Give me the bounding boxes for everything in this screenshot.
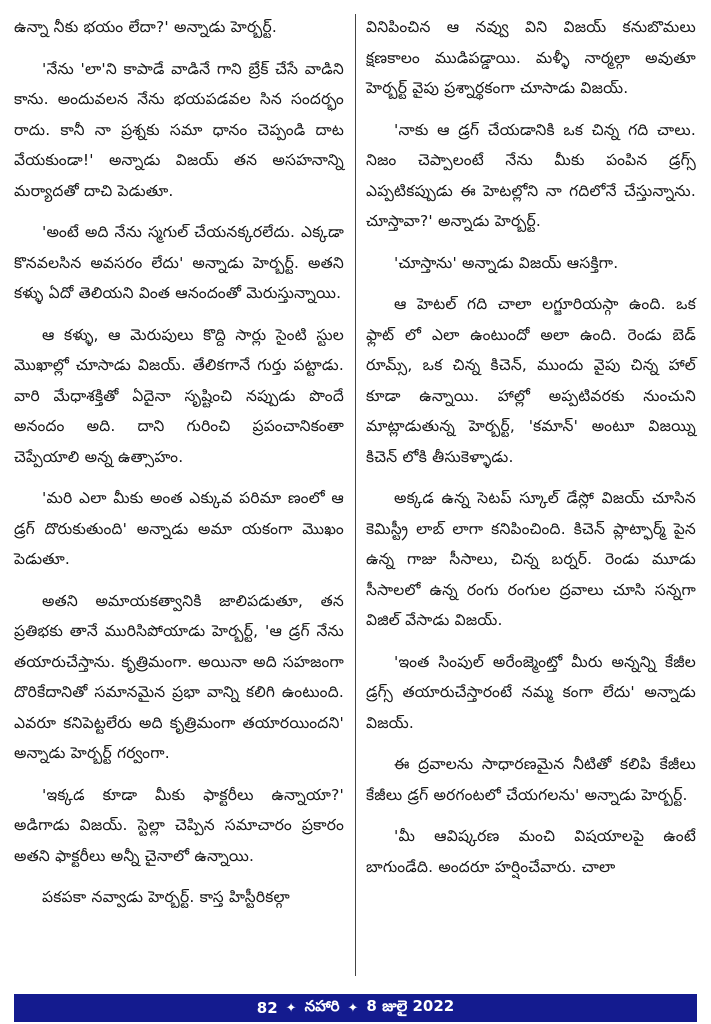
- star-separator-icon: ✦: [285, 1000, 297, 1016]
- paragraph: ఆ హెటల్ గది చాలా లగ్జూరియస్గా ఉంది. ఒక ఫ్లాట్ లో ఎలా ఉంటుందో అలా ఉంది. రెండు బెడ్ రూమ్స్, ఒక చిన్న కిచెన్, ముందు వైపు చిన్న హాల్ కూడా ఉన్నాయి. హాల్లో అప్పటివరకు నుంచుని మాట్లాడుతున్న హెర్బర్ట్, 'కమాన్' అంటూ విజయ్ని కిచెన్ లోకి తీసుకెళ్ళాడు.: [366, 295, 696, 466]
- page-footer: [14, 994, 697, 1022]
- paragraph: ఆ కళ్ళు, ఆ మెరుపులు కొద్ది సార్లు సైంటి స్టుల మొఖాల్లో చూసాడు విజయ్. తేలికగానే గుర్తు పట్టాడు. వారి మేధాశక్తితో ఏదైనా సృష్టించి నప్పుడు పొందే అనందం అది. దాని గురించి ప్రపంచానికంతా చెప్పేయాలి అన్న ఉత్సాహం.: [14, 325, 344, 466]
- paragraph: 'నేను 'లా'ని కాపాడే వాడినే గాని బ్రేక్ చేసే వాడిని కాను. అందువలన నేను భయపడవల సిన సందర్భం రాదు. కానీ నా ప్రశ్నకు సమా ధానం చెప్పండి దాట వేయకుండా!' అన్నాడు విజయ్ తన అసహనాన్ని మర్యాదతో దాచి పెడుతూ.: [14, 59, 344, 200]
- paragraph: వినిపించిన ఆ నవ్వు విని విజయ్ కనుబొమలు క్షణకాలం ముడిపడ్డాయి. మళ్ళీ నార్మల్గా అవుతూ హెర్బర్ట్ వైపు ప్రశ్నార్థకంగా చూసాడు విజయ్.: [366, 18, 696, 97]
- paragraph: 'చూస్తాను' అన్నాడు విజయ్ ఆసక్తిగా.: [394, 253, 619, 272]
- column-divider: [355, 14, 356, 976]
- paragraph: 'ఇక్కడ కూడా మీకు ఫాక్టరీలు ఉన్నాయా?' అడిగాడు విజయ్. స్టెల్లా చెప్పిన సమాచారం ప్రకారం అతని ఫాక్టరీలు అన్నీ చైనాలో ఉన్నాయి.: [14, 785, 344, 865]
- star-separator-icon: ✦: [347, 1000, 359, 1016]
- magazine-name: నహారి: [304, 997, 340, 1015]
- paragraph: అతని అమాయకత్వానికి జాలిపడుతూ, తన ప్రతిభకు తానే మురిసిపోయాడు హెర్బర్ట్, 'ఆ డ్రగ్ నేను తయారుచేస్తాను. కృత్రిమంగా. అయినా అది సహజంగా దొరికేదానితో సమానమైన ప్రభా వాన్ని కలిగి ఉంటుంది. ఎవరూ కనిపెట్టలేరు అది కృత్రిమంగా తయారయిందని' అన్నాడు హెర్బర్ట్ గర్వంగా.: [14, 591, 344, 762]
- right-column: [366, 12, 696, 893]
- paragraph: 'మీ ఆవిష్కరణ మంచి విషయాలపై ఉంటే బాగుండేది. అందరూ హర్షించేవారు. చాలా: [366, 827, 696, 876]
- paragraph: 'అంటే అది నేను స్మగుల్ చేయనక్కరలేదు. ఎక్కడా కొనవలసిన అవసరం లేదు' అన్నాడు హెర్బర్ట్. అతని కళ్ళు ఏదో తెలియని వింత ఆనందంతో మెరుస్తున్నాయి.: [14, 223, 344, 302]
- paragraph: 'మరి ఎలా మీకు అంత ఎక్కువ పరిమా ణంలో ఆ డ్రగ్ దొరుకుతుంది' అన్నాడు అమా యకంగా మొఖం పెడుతూ.: [14, 489, 344, 568]
- paragraph: 'నాకు ఆ డ్రగ్ చేయడానికి ఒక చిన్న గది చాలు. నిజం చెప్పాలంటే నేను మీకు పంపిన డ్రగ్స్ ఎప్పటికప్పుడు ఈ హెటల్లోని నా గదిలోనే చేస్తున్నాను. చూస్తావా?' అన్నాడు హెర్బర్ట్.: [366, 120, 696, 230]
- paragraph: పకపకా నవ్వాడు హెర్బర్ట్. కాస్త హిస్టీరికల్గా: [42, 888, 290, 906]
- issue-date: 8 జులై 2022: [366, 997, 455, 1015]
- paragraph: అక్కడ ఉన్న సెటప్ స్కూల్ డేస్లో విజయ్ చూసిన కెమిస్ట్రీ లాబ్ లాగా కనిపించింది. కిచెన్ ప్లాట్ఫార్మ్ పైన ఉన్న గాజు సీసాలు, చిన్న బర్నర్. రెండు మూడు సీసాలలో ఉన్న రంగు రంగుల ద్రవాలు చూసి సన్నగా విజిల్ వేసాడు విజయ్.: [366, 489, 696, 629]
- paragraph: 'ఇంత సింపుల్ అరేంజ్మెంట్తో మీరు అన్నన్ని కేజీల డ్రగ్స్ తయారుచేస్తారంటే నమ్మ కంగా లేదు' అన్నాడు విజయ్.: [366, 652, 696, 732]
- left-column: [14, 12, 344, 924]
- paragraph: ఈ ద్రవాలను సాధారణమైన నీటితో కలిపి కేజీలు కేజీలు డ్రగ్ అరగంటలో చేయగలను' అన్నాడు హెర్బర్ట్.: [366, 755, 696, 804]
- page-number: 82: [256, 999, 278, 1017]
- paragraph: ఉన్నా నీకు భయం లేదా?' అన్నాడు హెర్బర్ట్.: [14, 18, 277, 36]
